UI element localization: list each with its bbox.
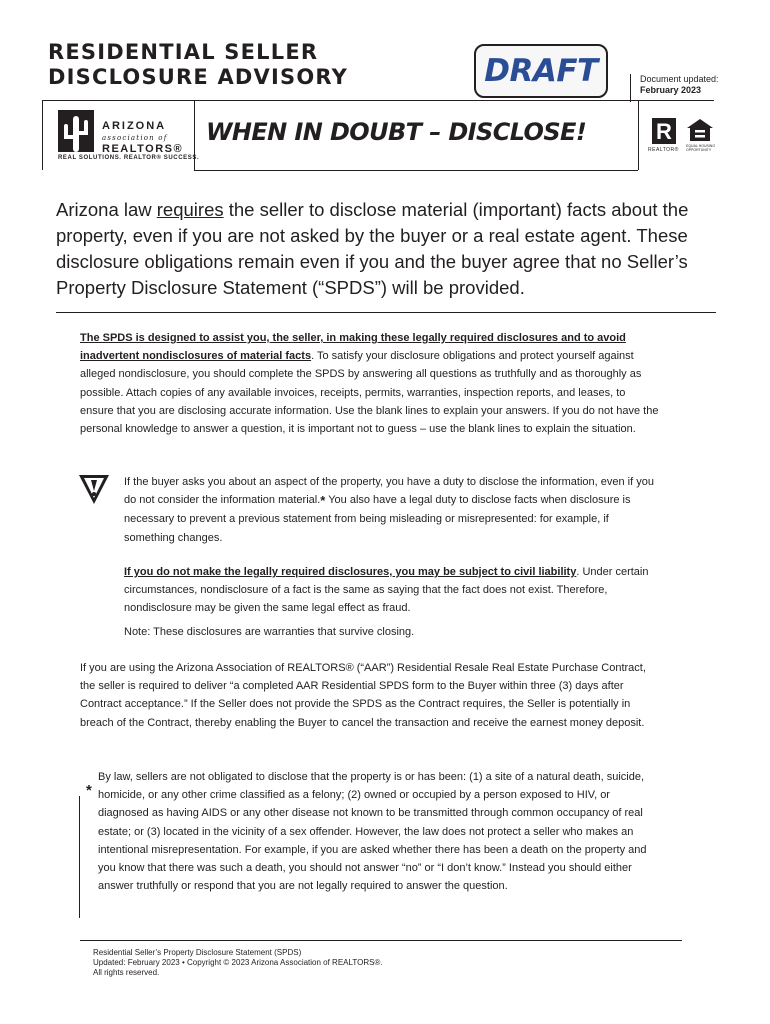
logo-arizona: ARIZONA	[102, 120, 167, 132]
warn-before: If the buyer asks you about an aspect of the property, you have a duty to disclose the information, even if you do not consider the information material.	[124, 476, 654, 507]
aar-contract-paragraph: If you are using the Arizona Association of REALTORS® (“AAR”) Residential Resale Real Estate Purchase Contract, the seller is required to deliver “a completed AAR Residential SPDS form to the Buyer within three (3) days after Contract acceptance.” If the Seller does not provide the SPDS as the Contract requires, the Seller is potentially in breach of the Contract, thereby enabling the Buyer to cancel the transaction and receive the earnest money deposit.	[80, 662, 646, 729]
civil-lead: If you do not make the legally required disclosures, you may be subject to civil liability	[124, 566, 577, 578]
realtor-r-icon	[652, 118, 676, 144]
banner-headline: WHEN IN DOUBT – DISCLOSE!	[206, 118, 587, 146]
draft-label: DRAFT	[484, 53, 598, 89]
intro-before: Arizona law	[56, 199, 157, 220]
logo-association: association of	[102, 134, 168, 142]
document-updated	[630, 74, 722, 102]
intro-paragraph	[56, 197, 696, 301]
doc-updated-date: February 2023	[640, 85, 702, 95]
spds-paragraph	[80, 329, 662, 438]
banner-bottom-rule	[194, 170, 638, 171]
logo-realtors: REALTORS®	[102, 143, 184, 155]
intro-after: the seller to disclose material (important) facts about the property, even if you are not asked by the buyer or a real estate agent. These disclosure obligations remain even if you and the buyer agree that no Seller’s Property Disclosure Statement (“SPDS”) will be provided.	[56, 199, 689, 298]
title-line-2: DISCLOSURE ADVISORY	[48, 65, 349, 89]
footer-line-2: Updated: February 2023 • Copyright © 2023 Arizona Association of REALTORS®.	[93, 958, 383, 967]
footer-line-3: All rights reserved.	[93, 968, 160, 977]
draft-stamp	[474, 44, 608, 98]
arizona-realtors-logo	[58, 108, 200, 168]
realtor-mark-text: REALTOR®	[648, 147, 679, 153]
logo-divider-right	[638, 100, 639, 170]
warn-after: You also have a legal duty to disclose facts when disclosure is necessary to prevent a previous statement from being misleading or misrepresented: for example, if something changes.	[124, 494, 631, 544]
svg-text:R: R	[656, 119, 672, 144]
footnote-asterisk: *	[86, 782, 92, 799]
warn-asterisk: *	[320, 493, 326, 509]
logo-tagline: REAL SOLUTIONS. REALTOR® SUCCESS.	[58, 155, 200, 161]
duty-to-disclose-paragraph	[124, 473, 654, 547]
intro-requires: requires	[156, 199, 224, 220]
civil-liability-paragraph	[124, 563, 654, 618]
footnote-paragraph: By law, sellers are not obligated to disclose that the property is or has been: (1) a site of a natural death, suicide, homicide, or any other crime classified as a felony; (2) owned or occupied by a person exposed to HIV, or diagnosed as having AIDS or any other disease not known to be transmitted through common occupancy of real estate; or (3) located in the vicinity of a sex offender. However, the law does not protect a seller who makes an intentional misrepresentation. For example, if you are asked whether there has been a death on the property and you know that there was such a death, you should not answer “no” or “I don’t know.” Instead you should either answer truthfully or respond that you are not legally required to answer the question.	[98, 771, 647, 893]
document-title	[48, 40, 348, 90]
header-top-rule	[42, 100, 714, 101]
header-left-rule	[42, 100, 43, 170]
footer-rule	[80, 940, 682, 941]
page-footer	[93, 948, 383, 978]
equal-housing-text: EQUAL HOUSING OPPORTUNITY	[686, 144, 716, 152]
civil-body: . Under certain circumstances, nondisclosure of a fact is the same as saying that the fact does not exist. Therefore, nondisclosure may be given the same legal effect as fraud.	[124, 566, 649, 615]
spds-lead: The SPDS is designed to assist you, the seller, in making these legally required disclosures and to avoid inadvertent nondisclosures of material facts	[80, 332, 626, 363]
footnote-side-rule	[79, 796, 80, 918]
spds-body: . To satisfy your disclosure obligations and protect yourself against alleged nondisclosure, you should complete the SPDS by answering all questions as truthfully and as thoroughly as possible. Attach copies of any available invoices, receipts, permits, warranties, inspection reports, and leases, to ensure that you are disclosing accurate information. Use the blank lines to explain your answers. If you do not have the personal knowledge to answer a question, it is important not to guess – use the blank lines to explain the situation.	[80, 350, 659, 436]
title-line-1: RESIDENTIAL SELLER	[48, 40, 319, 64]
footer-line-1: Residential Seller’s Property Disclosure Statement (SPDS)	[93, 948, 302, 957]
warranty-note: Note: These disclosures are warranties that survive closing.	[124, 626, 415, 638]
doc-updated-label: Document updated:	[640, 74, 719, 84]
equal-housing-icon	[686, 118, 714, 142]
intro-rule	[56, 312, 716, 313]
saguaro-logo-icon	[58, 110, 94, 152]
warning-icon	[77, 472, 111, 506]
